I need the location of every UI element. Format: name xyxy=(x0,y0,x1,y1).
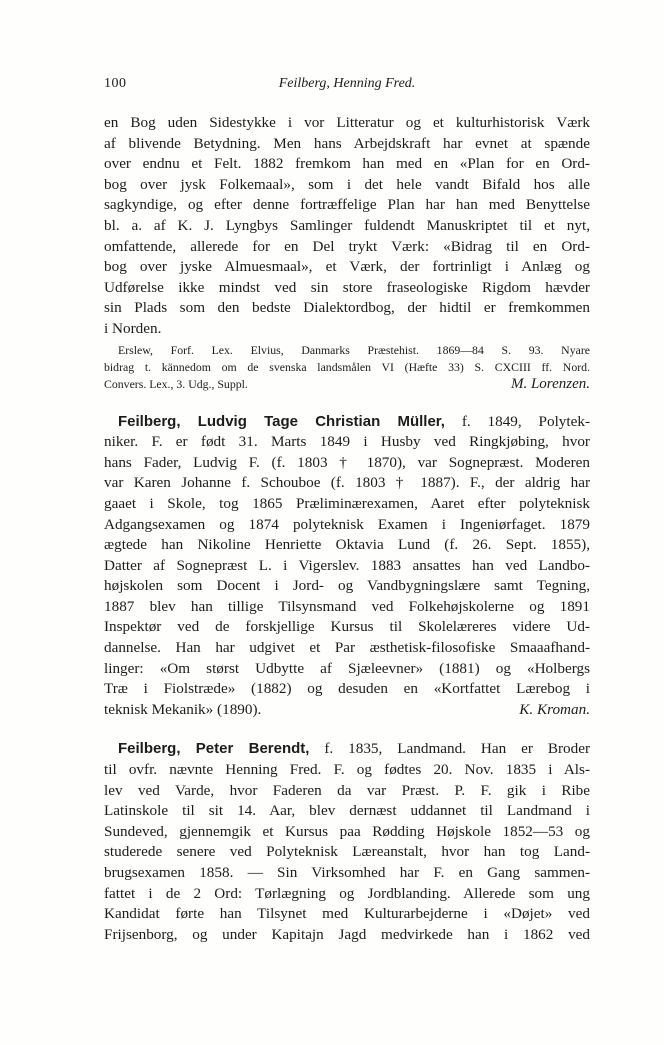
continuation-paragraph xyxy=(104,113,590,340)
references xyxy=(104,342,590,393)
running-head: Feilberg, Henning Fred. xyxy=(278,76,416,91)
author-signature: K. Kroman. xyxy=(519,700,590,718)
text-line: i Norden. xyxy=(104,319,162,337)
text-line: var Karen Johanne f. Schouboe (f. 1803 † 1887). F., der aldrig har xyxy=(104,474,590,492)
author-signature: M. Lorenzen. xyxy=(510,375,590,392)
text-line: Udførelse ikke mindst ved sin store fraseologiske Rigdom hævder xyxy=(104,278,590,296)
text-line: en Bog uden Sidestykke i vor Litteratur og et kulturhistorisk Værk xyxy=(104,114,590,131)
text-line: linger: «Om størst Udbytte af Sjæleevner» (1881) og «Holbergs xyxy=(104,659,590,677)
entry-first-line xyxy=(104,412,590,433)
text-line: ægtede han Nikoline Henriette Oktavia Lund (f. 26. Sept. 1855), xyxy=(104,536,590,554)
spacer xyxy=(104,720,590,739)
entry-last-line xyxy=(104,700,590,721)
text-line: hans Fader, Ludvig F. (f. 1803 † 1870), var Sognepræst. Moderen xyxy=(104,453,590,471)
entry-ludvig-feilberg xyxy=(104,412,590,721)
text-line: omfattende, allerede for en Del trykt Værk: «Bidrag til en Ord- xyxy=(104,237,590,255)
entry-first-line-text: f. 1849, Polytek- xyxy=(461,412,591,430)
text-line: Inspektør ved de forskjellige Kursus til Skolelæreres videre Ud- xyxy=(104,618,590,636)
text-line: Datter af Sognepræst L. i Vigerslev. 1883 ansattes han ved Landbo- xyxy=(104,556,590,574)
text-line: 1887 blev han tillige Tilsynsmand ved Folkehøjskolerne og 1891 xyxy=(104,597,590,615)
text-line: bog over jyske Almuesmaal», et Værk, der fortrinligt i Anlæg og xyxy=(104,258,590,276)
text-line: Frijsenborg, og under Kapitajn Jagd medvirkede han i 1862 ved xyxy=(104,925,590,943)
text-line: brugsexamen 1858. — Sin Virksomhed har F. en Gang sammen- xyxy=(104,864,590,881)
text-line: lev ved Varde, hvor Faderen da var Præst. P. F. gik i Ribe xyxy=(104,781,590,799)
text-line: bog over jysk Folkemaal», som i det hele vandt Bifald hos alle xyxy=(104,175,590,193)
reference-line: Erslew, Forf. Lex. Elvius, Danmarks Præstehist. 1869—84 S. 93. Nyare xyxy=(118,342,590,357)
page-body xyxy=(104,113,590,945)
text-line: teknisk Mekanik» (1890). xyxy=(104,700,262,718)
entry-peter-feilberg xyxy=(104,739,590,945)
reference-line: Convers. Lex., 3. Udg., Suppl. xyxy=(104,376,248,391)
entry-first-line-text: f. 1835, Landmand. Han er Broder xyxy=(324,740,591,758)
page-number: 100 xyxy=(104,76,127,91)
text-line: studerede senere ved Polyteknisk Læreanstalt, hvor han tog Land- xyxy=(104,843,590,861)
text-line: Adgangsexamen og 1874 polyteknisk Examen i Ingeniørfaget. 1879 xyxy=(104,515,590,533)
text-line: gaaet i Skole, tog 1865 Præliminærexamen, Aaret efter polyteknisk xyxy=(104,494,590,512)
text-line: af blivende Betydning. Men hans Arbejdskraft har evnet at spænde xyxy=(104,134,590,152)
text-line: til ovfr. nævnte Henning Fred. F. og fødtes 20. Nov. 1835 i Als- xyxy=(104,761,590,779)
text-line: niker. F. er født 31. Marts 1849 i Husby ved Ringkjøbing, hvor xyxy=(104,433,590,451)
reference-last-line xyxy=(104,376,590,393)
text-line: fattet i de 2 Ord: Tørlægning og Jordblanding. Allerede som ung xyxy=(104,884,590,902)
text-line: Latinskole til sit 14. Aar, blev dernæst uddannet til Landmand i xyxy=(104,802,590,820)
text-line: sagkyndige, og efter denne fortræffelige Plan har han med Benyttelse xyxy=(104,196,590,214)
entry-first-line xyxy=(104,739,590,760)
text-line: højskolen som Docent i Jord- og Vandbygningslære samt Tegning, xyxy=(104,577,590,595)
spacer xyxy=(104,393,590,412)
text-line: dannelse. Han har udgivet et Par æsthetisk-filosofiske Smaaafhand- xyxy=(104,639,590,657)
text-line: bl. a. af K. J. Lyngbys Samlinger fuldendt Manuskriptet til et nyt, xyxy=(104,216,590,234)
page-header xyxy=(104,76,590,96)
text-line: Træ i Fiolstræde» (1882) og desuden en «Kortfattet Lærebog i xyxy=(104,680,590,698)
text-line: Kandidat førte han Tilsynet med Kulturarbejderne i «Døjet» ved xyxy=(104,905,590,923)
entry-headword: Feilberg, Ludvig Tage Christian Müller, xyxy=(118,412,445,430)
text-line: sin Plads som den bedste Dialektordbog, der hidtil er fremkommen xyxy=(104,299,590,317)
entry-headword: Feilberg, Peter Berendt, xyxy=(118,740,310,758)
text-line: over endnu et Felt. 1882 fremkom han med en «Plan for en Ord- xyxy=(104,155,590,173)
reference-line: bidrag t. kännedom om de svenska landsmålen VI (Hæfte 33) S. CXCIII ff. Nord. xyxy=(104,359,590,374)
text-line: Sundeved, gjennemgik et Kursus paa Rødding Højskole 1852—53 og xyxy=(104,822,590,840)
